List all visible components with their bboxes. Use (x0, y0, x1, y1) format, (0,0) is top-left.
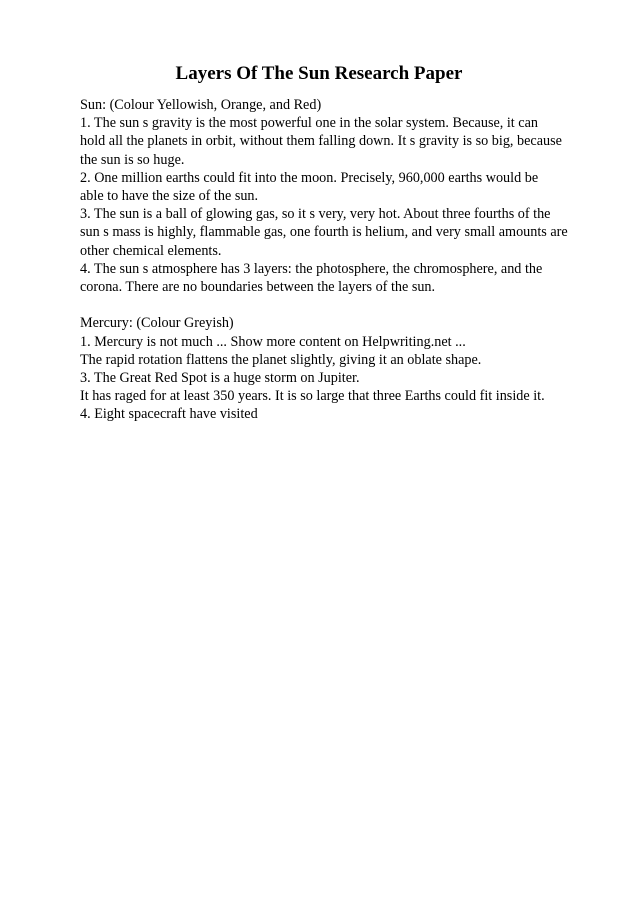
sun-section (80, 96, 600, 296)
paragraph-line: sun s mass is highly, flammable gas, one fourth is helium, and very small amounts are (80, 224, 568, 241)
paragraph-line: 4. The sun s atmosphere has 3 layers: the photosphere, the chromosphere, and the (80, 260, 543, 277)
paragraph-line: The rapid rotation flattens the planet slightly, giving it an oblate shape. (80, 351, 482, 368)
document-body (80, 96, 600, 424)
paragraph-line: hold all the planets in orbit, without them falling down. It s gravity is so big, because (80, 133, 562, 150)
paragraph-line: other chemical elements. (80, 242, 222, 259)
paragraph-line: 2. One million earths could fit into the moon. Precisely, 960,000 earths would be (80, 169, 539, 186)
paragraph-line: 4. Eight spacecraft have visited (80, 406, 258, 423)
sun-heading: Sun: (Colour Yellowish, Orange, and Red) (80, 97, 322, 113)
page-title: Layers Of The Sun Research Paper (175, 63, 463, 84)
paragraph-line: the sun is so huge. (80, 151, 185, 168)
paragraph-line: It has raged for at least 350 years. It is so large that three Earths could fit inside it. (80, 388, 545, 405)
paragraph-line: 3. The Great Red Spot is a huge storm on Jupiter. (80, 370, 360, 387)
paragraph-line: able to have the size of the sun. (80, 188, 259, 205)
mercury-section (80, 314, 600, 423)
paragraph-line: corona. There are no boundaries between the layers of the sun. (80, 279, 436, 296)
paragraph-line: 1. The sun s gravity is the most powerful one in the solar system. Because, it can (80, 115, 538, 132)
section-spacer (80, 296, 600, 314)
paragraph-line: 3. The sun is a ball of glowing gas, so it s very, very hot. About three fourths of the (80, 206, 551, 223)
mercury-heading: Mercury: (Colour Greyish) (80, 315, 234, 332)
paragraph-line: 1. Mercury is not much ... Show more content on Helpwriting.net ... (80, 333, 466, 350)
